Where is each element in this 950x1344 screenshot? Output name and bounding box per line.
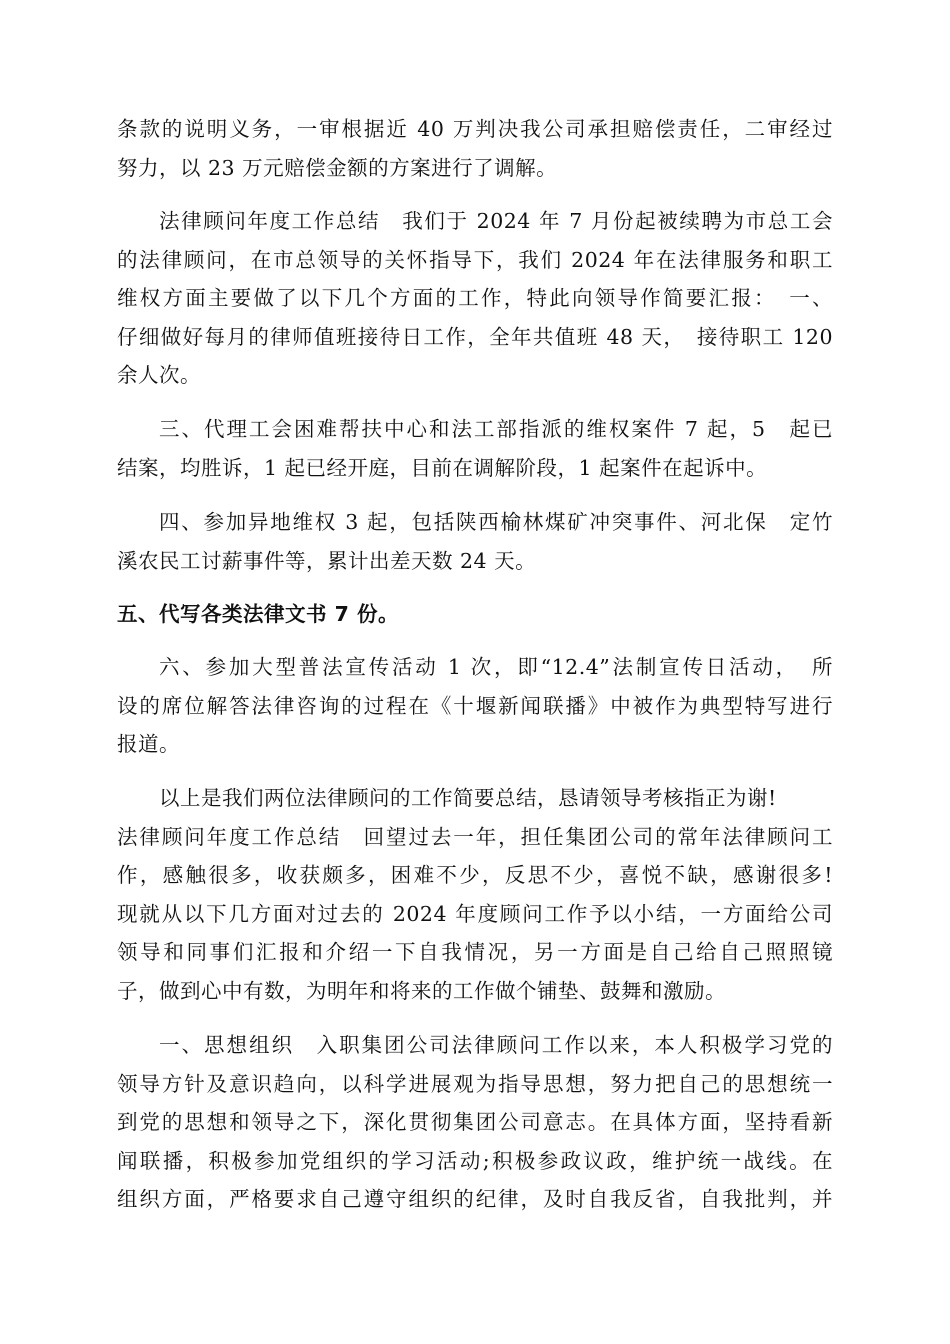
paragraph-closing-and-review: [117, 779, 833, 1010]
paragraph-item-three: [117, 410, 833, 487]
text-line: 现就从以下几方面对过去的 2024 年度顾问工作予以小结，一方面给公司: [117, 901, 833, 926]
text-line: 领导方针及意识趋向，以科学进展观为指导思想，努力把自己的思想统一: [117, 1071, 833, 1096]
paragraph-compensation-result: [117, 110, 833, 187]
text-line: 三、代理工会困难帮扶中心和法工部指派的维权案件 7 起，5 起已: [159, 417, 833, 441]
text-line: 条款的说明义务，一审根据近 40 万判决我公司承担赔偿责任，二审经过: [117, 117, 833, 141]
text-line: 溪农民工讨薪事件等，累计出差天数 24 天。: [117, 548, 537, 573]
text-line: 设的席位解答法律咨询的过程在《十堰新闻联播》中被作为典型特写进行: [117, 693, 833, 718]
text-line: 法律顾问年度工作总结 回望过去一年，担任集团公司的常年法律顾问工: [117, 824, 833, 849]
text-line: 法律顾问年度工作总结 我们于 2024 年 7 月份起被续聘为市总工会: [159, 209, 833, 233]
text-line: 一、思想组织 入职集团公司法律顾问工作以来，本人积极学习党的: [159, 1033, 833, 1057]
text-line: 报道。: [117, 732, 180, 756]
text-line: 子，做到心中有数，为明年和将来的工作做个铺垫、鼓舞和激励。: [117, 978, 726, 1003]
paragraph-item-four: [117, 503, 833, 580]
paragraph-item-five: [117, 595, 833, 634]
text-line: 的法律顾问，在市总领导的关怀指导下，我们 2024 年在法律服务和职工: [117, 247, 833, 272]
text-line: 仔细做好每月的律师值班接待日工作，全年共值班 48 天， 接待职工 120: [117, 324, 833, 349]
text-line: 余人次。: [117, 363, 201, 387]
paragraph-item-six: [117, 648, 833, 764]
text-line: 维权方面主要做了以下几个方面的工作，特此向领导作简要汇报： 一、: [117, 286, 833, 310]
text-line: 六、参加大型普法宣传活动 1 次，即“12.4”法制宣传日活动， 所: [159, 655, 833, 679]
text-line: 结案，均胜诉，1 起已经开庭，目前在调解阶段，1 起案件在起诉中。: [117, 455, 768, 480]
paragraph-ideology-organization: [117, 1026, 833, 1219]
paragraph-annual-summary-intro: [117, 202, 833, 395]
text-line: 到党的思想和领导之下，深化贯彻集团公司意志。在具体方面，坚持看新: [117, 1110, 833, 1134]
text-line-bold: 五、代写各类法律文书 7 份。: [117, 602, 400, 626]
text-line: 四、参加异地维权 3 起，包括陕西榆林煤矿冲突事件、河北保 定竹: [159, 510, 833, 534]
text-line: 作，感触很多，收获颇多，困难不少，反思不少，喜悦不缺，感谢很多!: [117, 863, 833, 887]
text-line: 努力，以 23 万元赔偿金额的方案进行了调解。: [117, 155, 558, 180]
text-line: 组织方面，严格要求自己遵守组织的纪律，及时自我反省，自我批判，并: [117, 1187, 833, 1211]
text-line: 领导和同事们汇报和介绍一下自我情况，另一方面是自己给自己照照镜: [117, 940, 833, 964]
text-line: 以上是我们两位法律顾问的工作简要总结，恳请领导考核指正为谢!: [159, 786, 777, 810]
text-line: 闻联播，积极参加党组织的学习活动;积极参政议政，维护统一战线。在: [117, 1148, 833, 1173]
